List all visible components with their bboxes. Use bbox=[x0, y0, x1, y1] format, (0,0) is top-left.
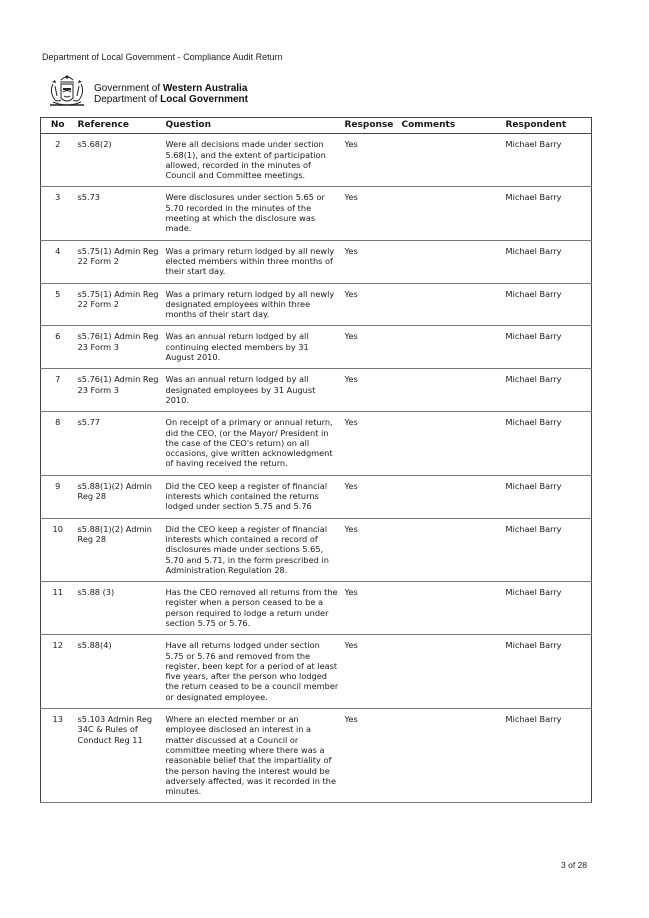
table-row bbox=[41, 326, 592, 369]
row-response: Yes bbox=[342, 475, 399, 518]
row-comments bbox=[399, 240, 503, 283]
row-question: Where an elected member or an employee disclosed an interest in a matter discussed at a Council or committee meeting where there was a reasonable belief that the impartiality of the person having the interest would be adversely affected, was it recorded in the minutes. bbox=[163, 709, 342, 803]
gov-line2-text: Department of bbox=[94, 94, 161, 105]
row-comments bbox=[399, 134, 503, 187]
row-comments bbox=[399, 412, 503, 475]
row-comments bbox=[399, 326, 503, 369]
row-respondent: Michael Barry bbox=[503, 187, 592, 240]
gov-line1-bold: Western Australia bbox=[162, 83, 248, 94]
row-respondent: Michael Barry bbox=[503, 326, 592, 369]
row-response: Yes bbox=[342, 369, 399, 412]
row-comments bbox=[399, 369, 503, 412]
row-number: 7 bbox=[41, 369, 75, 412]
row-respondent: Michael Barry bbox=[503, 635, 592, 709]
row-response: Yes bbox=[342, 412, 399, 475]
row-response: Yes bbox=[342, 518, 399, 581]
gov-line1-text: Government of bbox=[94, 83, 163, 94]
row-comments bbox=[399, 187, 503, 240]
row-respondent: Michael Barry bbox=[503, 582, 592, 635]
row-respondent: Michael Barry bbox=[503, 369, 592, 412]
row-reference: s5.77 bbox=[75, 412, 163, 475]
row-question: Did the CEO keep a register of financial interests which contained a record of disclosures made under sections 5.65, 5.70 and 5.71, in the form prescribed in Administration Regulation 28. bbox=[163, 518, 342, 581]
row-number: 8 bbox=[41, 412, 75, 475]
compliance-audit-table bbox=[40, 117, 592, 803]
row-number: 9 bbox=[41, 475, 75, 518]
table-row bbox=[41, 518, 592, 581]
column-header-comments: Comments bbox=[399, 118, 503, 134]
table-row bbox=[41, 582, 592, 635]
row-reference: s5.76(1) Admin Reg 23 Form 3 bbox=[75, 369, 163, 412]
column-header-reference: Reference bbox=[75, 118, 163, 134]
row-respondent: Michael Barry bbox=[503, 412, 592, 475]
row-reference: s5.88 (3) bbox=[75, 582, 163, 635]
government-branding bbox=[94, 84, 248, 105]
row-question: Were disclosures under section 5.65 or 5.70 recorded in the minutes of the meeting at which the disclosure was made. bbox=[163, 187, 342, 240]
row-response: Yes bbox=[342, 709, 399, 803]
row-number: 10 bbox=[41, 518, 75, 581]
row-comments bbox=[399, 283, 503, 326]
row-response: Yes bbox=[342, 134, 399, 187]
column-header-no: No bbox=[41, 118, 75, 134]
page-number: 3 of 28 bbox=[561, 860, 587, 870]
row-response: Yes bbox=[342, 187, 399, 240]
row-response: Yes bbox=[342, 582, 399, 635]
row-respondent: Michael Barry bbox=[503, 283, 592, 326]
row-reference: s5.75(1) Admin Reg 22 Form 2 bbox=[75, 240, 163, 283]
row-number: 13 bbox=[41, 709, 75, 803]
row-comments bbox=[399, 709, 503, 803]
row-response: Yes bbox=[342, 283, 399, 326]
row-reference: s5.75(1) Admin Reg 22 Form 2 bbox=[75, 283, 163, 326]
table-row bbox=[41, 475, 592, 518]
row-question: Were all decisions made under section 5.68(1), and the extent of participation allowed, recorded in the minutes of Council and Committee meetings. bbox=[163, 134, 342, 187]
column-header-response: Response bbox=[342, 118, 399, 134]
row-reference: s5.88(4) bbox=[75, 635, 163, 709]
row-number: 4 bbox=[41, 240, 75, 283]
table-row bbox=[41, 635, 592, 709]
row-question: Was an annual return lodged by all continuing elected members by 31 August 2010. bbox=[163, 326, 342, 369]
table-row bbox=[41, 134, 592, 187]
row-number: 3 bbox=[41, 187, 75, 240]
row-question: Was a primary return lodged by all newly designated employees within three months of their start day. bbox=[163, 283, 342, 326]
row-respondent: Michael Barry bbox=[503, 475, 592, 518]
column-header-question: Question bbox=[163, 118, 342, 134]
row-question: On receipt of a primary or annual return, did the CEO, (or the Mayor/ President in the case of the CEO's return) on all occasions, give written acknowledgment of having received the return. bbox=[163, 412, 342, 475]
row-question: Have all returns lodged under section 5.75 or 5.76 and removed from the register, been kept for a period of at least five years, after the person who lodged the return ceased to be a council member or designated employee. bbox=[163, 635, 342, 709]
row-reference: s5.88(1)(2) Admin Reg 28 bbox=[75, 518, 163, 581]
row-respondent: Michael Barry bbox=[503, 240, 592, 283]
row-respondent: Michael Barry bbox=[503, 518, 592, 581]
row-number: 12 bbox=[41, 635, 75, 709]
row-respondent: Michael Barry bbox=[503, 709, 592, 803]
gov-line2-bold: Local Government bbox=[160, 94, 248, 105]
column-header-respondent: Respondent bbox=[503, 118, 592, 134]
row-question: Did the CEO keep a register of financial interests which contained the returns lodged under section 5.75 and 5.76 bbox=[163, 475, 342, 518]
row-response: Yes bbox=[342, 635, 399, 709]
row-response: Yes bbox=[342, 326, 399, 369]
row-reference: s5.73 bbox=[75, 187, 163, 240]
table-row bbox=[41, 240, 592, 283]
table-row bbox=[41, 709, 592, 803]
row-number: 6 bbox=[41, 326, 75, 369]
row-respondent: Michael Barry bbox=[503, 134, 592, 187]
document-title: Department of Local Government - Compliance Audit Return bbox=[42, 52, 283, 62]
table-row bbox=[41, 283, 592, 326]
row-reference: s5.103 Admin Reg 34C & Rules of Conduct Reg 11 bbox=[75, 709, 163, 803]
row-question: Has the CEO removed all returns from the register when a person ceased to be a person required to lodge a return under section 5.75 or 5.76. bbox=[163, 582, 342, 635]
coat-of-arms-logo bbox=[44, 72, 90, 112]
row-number: 11 bbox=[41, 582, 75, 635]
row-number: 5 bbox=[41, 283, 75, 326]
row-reference: s5.76(1) Admin Reg 23 Form 3 bbox=[75, 326, 163, 369]
row-comments bbox=[399, 518, 503, 581]
row-reference: s5.68(2) bbox=[75, 134, 163, 187]
row-comments bbox=[399, 582, 503, 635]
row-comments bbox=[399, 475, 503, 518]
table-row bbox=[41, 412, 592, 475]
table-row bbox=[41, 369, 592, 412]
table-header-row bbox=[41, 118, 592, 134]
table-row bbox=[41, 187, 592, 240]
row-response: Yes bbox=[342, 240, 399, 283]
row-comments bbox=[399, 635, 503, 709]
row-question: Was an annual return lodged by all designated employees by 31 August 2010. bbox=[163, 369, 342, 412]
row-reference: s5.88(1)(2) Admin Reg 28 bbox=[75, 475, 163, 518]
row-number: 2 bbox=[41, 134, 75, 187]
row-question: Was a primary return lodged by all newly elected members within three months of their start day. bbox=[163, 240, 342, 283]
